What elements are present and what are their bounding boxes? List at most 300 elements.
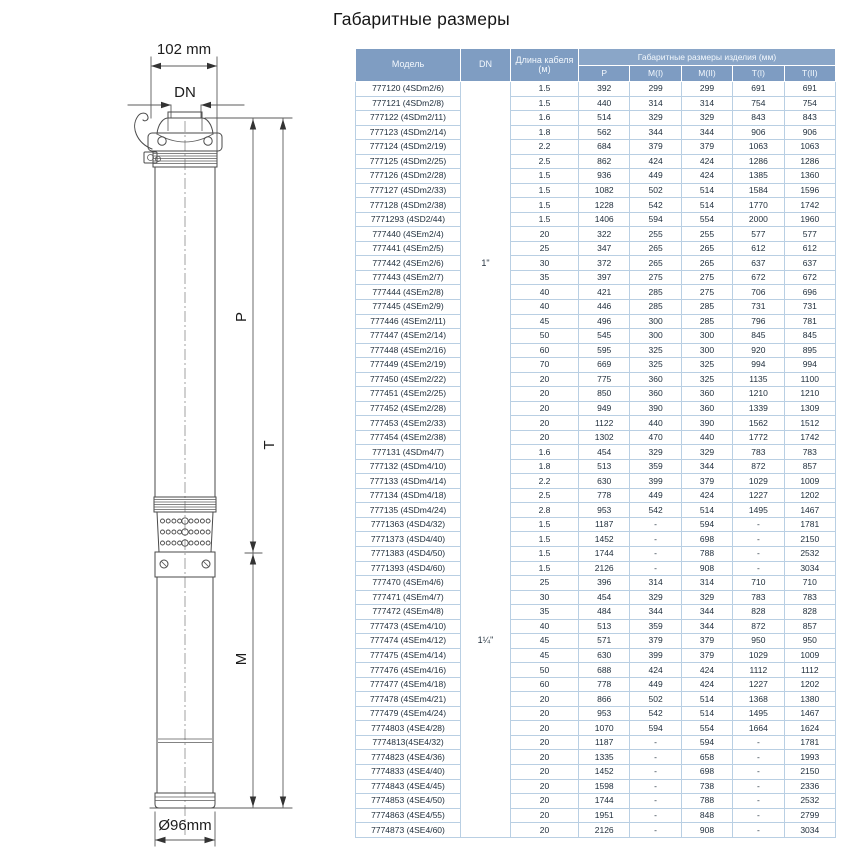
value-cell: 40 [511,619,579,634]
value-cell: 906 [733,125,784,140]
value-cell: 630 [579,648,630,663]
model-cell: 777452 (4SEm2/28) [356,401,461,416]
value-cell: 848 [681,808,732,823]
dim-label-dn: DN [174,84,196,101]
value-cell: 496 [579,314,630,329]
table-row [356,706,836,721]
value-cell: 344 [630,605,681,620]
value-cell: 731 [733,299,784,314]
value-cell: 542 [630,503,681,518]
value-cell: 788 [681,794,732,809]
table-row [356,285,836,300]
value-cell: - [630,764,681,779]
model-cell: 777447 (4SEm2/14) [356,329,461,344]
value-cell: 843 [733,111,784,126]
value-cell: 275 [681,270,732,285]
page-title: Габаритные размеры [333,9,510,29]
value-cell: 866 [579,692,630,707]
value-cell: 1781 [784,735,835,750]
model-cell: 777122 (4SDm2/11) [356,111,461,126]
value-cell: 1495 [733,706,784,721]
value-cell: 514 [681,692,732,707]
col-header-m1: M(I) [630,66,681,82]
value-cell: 1202 [784,488,835,503]
value-cell: 314 [630,576,681,591]
value-cell: 1742 [784,198,835,213]
table-row [356,358,836,373]
model-cell: 777133 (4SDm4/14) [356,474,461,489]
table-row [356,198,836,213]
value-cell: - [733,750,784,765]
value-cell: 788 [681,547,732,562]
table-row [356,692,836,707]
value-cell: 1951 [579,808,630,823]
value-cell: 50 [511,329,579,344]
value-cell: 329 [681,590,732,605]
value-cell: 949 [579,401,630,416]
value-cell: 265 [681,256,732,271]
table-row [356,488,836,503]
value-cell: 1009 [784,474,835,489]
value-cell: 895 [784,343,835,358]
value-cell: 1.5 [511,96,579,111]
table-row [356,82,836,97]
model-cell: 7774853 (4SE4/50) [356,794,461,809]
value-cell: 1112 [784,663,835,678]
value-cell: 1467 [784,706,835,721]
value-cell: 1744 [579,547,630,562]
value-cell: 691 [784,82,835,97]
value-cell: 698 [681,532,732,547]
model-cell: 777472 (4SEm4/8) [356,605,461,620]
value-cell: 1286 [784,154,835,169]
value-cell: 1112 [733,663,784,678]
value-cell: 285 [630,299,681,314]
value-cell: 514 [681,706,732,721]
value-cell: 275 [630,270,681,285]
value-cell: 1210 [784,387,835,402]
model-cell: 777134 (4SDm4/18) [356,488,461,503]
table-row [356,227,836,242]
value-cell: 1029 [733,474,784,489]
value-cell: 754 [733,96,784,111]
value-cell: 514 [681,183,732,198]
value-cell: 70 [511,358,579,373]
model-cell: 777121 (4SDm2/8) [356,96,461,111]
value-cell: 285 [681,299,732,314]
value-cell: 594 [630,721,681,736]
value-cell: 379 [681,634,732,649]
value-cell: 347 [579,241,630,256]
value-cell: 845 [784,329,835,344]
table-row [356,169,836,184]
value-cell: 20 [511,401,579,416]
value-cell: 379 [681,140,732,155]
value-cell: 554 [681,721,732,736]
value-cell: 2.5 [511,488,579,503]
value-cell: 1.6 [511,111,579,126]
table-header [356,49,836,82]
value-cell: 1.5 [511,561,579,576]
value-cell: 329 [681,445,732,460]
value-cell: 783 [784,445,835,460]
value-cell: 554 [681,212,732,227]
value-cell: 514 [681,198,732,213]
model-cell: 7771363 (4SD4/32) [356,517,461,532]
table-row [356,416,836,431]
value-cell: 696 [784,285,835,300]
value-cell: 322 [579,227,630,242]
model-cell: 777444 (4SEm2/8) [356,285,461,300]
table-row [356,576,836,591]
table-row [356,532,836,547]
value-cell: 30 [511,256,579,271]
value-cell: 936 [579,169,630,184]
value-cell: 545 [579,329,630,344]
value-cell: 275 [681,285,732,300]
model-cell: 777477 (4SEm4/18) [356,677,461,692]
model-cell: 7774803 (4SE4/28) [356,721,461,736]
value-cell: 344 [681,619,732,634]
value-cell: 2.2 [511,474,579,489]
value-cell: 594 [681,517,732,532]
value-cell: 691 [733,82,784,97]
value-cell: 872 [733,459,784,474]
value-cell: 3034 [784,823,835,838]
value-cell: 612 [784,241,835,256]
table-row [356,430,836,445]
value-cell: 1227 [733,488,784,503]
table-row [356,459,836,474]
value-cell: - [630,779,681,794]
model-cell: 7774863 (4SE4/55) [356,808,461,823]
model-cell: 777448 (4SEm2/16) [356,343,461,358]
value-cell: 1286 [733,154,784,169]
table-row [356,372,836,387]
col-header-t1: T(I) [733,66,784,82]
value-cell: 1.5 [511,198,579,213]
value-cell: 45 [511,634,579,649]
value-cell: 1.5 [511,547,579,562]
table-row [356,547,836,562]
value-cell: 25 [511,576,579,591]
value-cell: 2126 [579,561,630,576]
value-cell: 50 [511,663,579,678]
value-cell: 862 [579,154,630,169]
value-cell: 781 [784,314,835,329]
value-cell: 325 [681,372,732,387]
value-cell: 637 [733,256,784,271]
value-cell: 513 [579,459,630,474]
value-cell: 1135 [733,372,784,387]
dimensions-table [355,48,836,838]
value-cell: 20 [511,721,579,736]
value-cell: 20 [511,735,579,750]
table-row [356,256,836,271]
value-cell: - [733,823,784,838]
value-cell: 484 [579,605,630,620]
value-cell: 542 [630,706,681,721]
table-row [356,96,836,111]
value-cell: 857 [784,459,835,474]
table-row [356,605,836,620]
value-cell: 1.8 [511,459,579,474]
value-cell: 359 [630,619,681,634]
dn-cell: 1¼" [461,445,511,838]
table-row [356,111,836,126]
value-cell: 514 [681,503,732,518]
model-cell: 777478 (4SEm4/21) [356,692,461,707]
table-row [356,343,836,358]
value-cell: 1584 [733,183,784,198]
value-cell: 502 [630,183,681,198]
value-cell: - [630,561,681,576]
table-row [356,445,836,460]
value-cell: 449 [630,677,681,692]
value-cell: 325 [681,358,732,373]
model-cell: 7774873 (4SE4/60) [356,823,461,838]
value-cell: 35 [511,605,579,620]
value-cell: 299 [681,82,732,97]
value-cell: 2126 [579,823,630,838]
value-cell: 1.5 [511,532,579,547]
value-cell: 778 [579,488,630,503]
value-cell: 778 [579,677,630,692]
value-cell: 783 [784,590,835,605]
value-cell: 329 [630,590,681,605]
value-cell: 344 [681,459,732,474]
value-cell: 514 [579,111,630,126]
value-cell: 454 [579,445,630,460]
model-cell: 7771293 (4SD2/44) [356,212,461,227]
value-cell: 424 [681,677,732,692]
table-row [356,517,836,532]
value-cell: 424 [681,488,732,503]
value-cell: 2532 [784,794,835,809]
value-cell: 908 [681,561,732,576]
value-cell: 1.5 [511,82,579,97]
value-cell: 1029 [733,648,784,663]
model-cell: 7771373 (4SD4/40) [356,532,461,547]
col-header-p: P [579,66,630,82]
value-cell: 672 [733,270,784,285]
value-cell: 470 [630,430,681,445]
value-cell: 1228 [579,198,630,213]
table-row [356,823,836,838]
table-row [356,663,836,678]
value-cell: 2150 [784,764,835,779]
value-cell: 285 [681,314,732,329]
value-cell: 1.5 [511,183,579,198]
value-cell: 1742 [784,430,835,445]
value-cell: 953 [579,706,630,721]
model-cell: 7771383 (4SD4/50) [356,547,461,562]
value-cell: 314 [681,96,732,111]
value-cell: 421 [579,285,630,300]
value-cell: 1467 [784,503,835,518]
value-cell: 1993 [784,750,835,765]
value-cell: 449 [630,488,681,503]
value-cell: 1.6 [511,445,579,460]
value-cell: 300 [681,343,732,358]
value-cell: 1598 [579,779,630,794]
value-cell: - [733,764,784,779]
value-cell: - [630,735,681,750]
value-cell: 454 [579,590,630,605]
model-cell: 7774813(4SE4/32) [356,735,461,750]
value-cell: 40 [511,285,579,300]
table-row [356,634,836,649]
value-cell: 424 [681,154,732,169]
table-row [356,619,836,634]
table-row [356,735,836,750]
model-cell: 777479 (4SEm4/24) [356,706,461,721]
value-cell: 1063 [784,140,835,155]
value-cell: 843 [784,111,835,126]
value-cell: - [733,517,784,532]
value-cell: 1122 [579,416,630,431]
table-row [356,648,836,663]
value-cell: 265 [630,256,681,271]
dim-label-t: T [260,440,278,450]
value-cell: 300 [681,329,732,344]
value-cell: 2532 [784,547,835,562]
value-cell: 20 [511,808,579,823]
value-cell: 314 [681,576,732,591]
value-cell: 20 [511,706,579,721]
value-cell: 379 [630,140,681,155]
value-cell: 950 [733,634,784,649]
col-header-dims-group: Габаритные размеры изделия (мм) [579,49,836,66]
table-row [356,794,836,809]
value-cell: - [630,823,681,838]
value-cell: 2.5 [511,154,579,169]
value-cell: 828 [784,605,835,620]
dim-label-diameter: Ø96mm [158,817,212,834]
value-cell: 1360 [784,169,835,184]
value-cell: - [733,561,784,576]
value-cell: 796 [733,314,784,329]
value-cell: 783 [733,590,784,605]
value-cell: 397 [579,270,630,285]
value-cell: 2336 [784,779,835,794]
model-cell: 777453 (4SEm2/33) [356,416,461,431]
value-cell: 953 [579,503,630,518]
value-cell: 45 [511,314,579,329]
value-cell: 329 [681,111,732,126]
value-cell: 1596 [784,183,835,198]
value-cell: 1009 [784,648,835,663]
value-cell: 1406 [579,212,630,227]
value-cell: 20 [511,372,579,387]
value-cell: 994 [733,358,784,373]
model-cell: 777131 (4SDm4/7) [356,445,461,460]
value-cell: 390 [681,416,732,431]
value-cell: 344 [681,605,732,620]
table-row [356,750,836,765]
value-cell: 731 [784,299,835,314]
value-cell: 379 [630,634,681,649]
value-cell: 35 [511,270,579,285]
value-cell: 449 [630,169,681,184]
value-cell: - [630,532,681,547]
table-row [356,154,836,169]
value-cell: 857 [784,619,835,634]
dim-label-102mm: 102 mm [156,41,212,58]
value-cell: 1070 [579,721,630,736]
model-cell: 777124 (4SDm2/19) [356,140,461,155]
value-cell: 359 [630,459,681,474]
value-cell: 1210 [733,387,784,402]
value-cell: - [630,547,681,562]
dim-label-m: M [232,652,250,666]
model-cell: 777446 (4SEm2/11) [356,314,461,329]
value-cell: 344 [630,125,681,140]
value-cell: 255 [630,227,681,242]
table-body [356,82,836,838]
value-cell: 30 [511,590,579,605]
value-cell: 20 [511,823,579,838]
value-cell: 845 [733,329,784,344]
value-cell: 20 [511,430,579,445]
value-cell: 1202 [784,677,835,692]
value-cell: - [630,517,681,532]
value-cell: 1.5 [511,169,579,184]
model-cell: 777476 (4SEm4/16) [356,663,461,678]
value-cell: 612 [733,241,784,256]
value-cell: 379 [681,474,732,489]
value-cell: 325 [630,358,681,373]
value-cell: 2.8 [511,503,579,518]
value-cell: 20 [511,387,579,402]
value-cell: 1385 [733,169,784,184]
value-cell: 440 [630,416,681,431]
value-cell: 20 [511,227,579,242]
value-cell: 637 [784,256,835,271]
value-cell: 285 [630,285,681,300]
dn-cell: 1" [461,82,511,445]
value-cell: 1772 [733,430,784,445]
value-cell: 360 [681,401,732,416]
model-cell: 777475 (4SEm4/14) [356,648,461,663]
model-cell: 777128 (4SDm2/38) [356,198,461,213]
model-cell: 777471 (4SEm4/7) [356,590,461,605]
model-cell: 777123 (4SDm2/14) [356,125,461,140]
value-cell: 440 [681,430,732,445]
value-cell: 60 [511,343,579,358]
value-cell: 300 [630,314,681,329]
value-cell: 906 [784,125,835,140]
value-cell: 360 [630,387,681,402]
value-cell: 424 [681,169,732,184]
value-cell: 424 [630,154,681,169]
value-cell: 594 [630,212,681,227]
value-cell: 1664 [733,721,784,736]
value-cell: 20 [511,794,579,809]
value-cell: 2799 [784,808,835,823]
pump-diagram [0,0,360,850]
model-cell: 777441 (4SEm2/5) [356,241,461,256]
value-cell: 329 [630,111,681,126]
value-cell: 502 [630,692,681,707]
value-cell: - [733,547,784,562]
value-cell: 1368 [733,692,784,707]
value-cell: 1960 [784,212,835,227]
value-cell: 1.5 [511,517,579,532]
model-cell: 777127 (4SDm2/33) [356,183,461,198]
value-cell: 1.8 [511,125,579,140]
value-cell: 669 [579,358,630,373]
